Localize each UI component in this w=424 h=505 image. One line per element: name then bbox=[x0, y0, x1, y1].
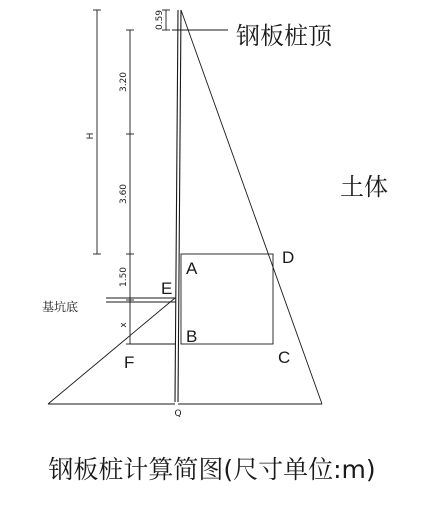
point-c-label: C bbox=[278, 348, 291, 367]
top-offset-dimension bbox=[155, 10, 170, 30]
active-pressure-line bbox=[181, 10, 322, 404]
point-b-label: B bbox=[186, 327, 198, 346]
diagram-caption: 钢板桩计算简图(尺寸单位:m) bbox=[48, 455, 376, 484]
point-d-label: D bbox=[282, 248, 295, 267]
point-f-label: F bbox=[124, 353, 135, 372]
depth-dimension bbox=[119, 30, 134, 344]
unknown-depth-label: x bbox=[119, 322, 129, 328]
point-e-label: E bbox=[161, 279, 173, 298]
pile-top-label: 钢板桩顶 bbox=[236, 22, 332, 50]
segment-label-1: 3.20 bbox=[119, 71, 129, 93]
height-label: H bbox=[86, 132, 96, 140]
sheet-pile bbox=[175, 10, 181, 402]
soil-label: 土体 bbox=[340, 173, 388, 201]
segment-label-3: 1.50 bbox=[119, 266, 129, 288]
top-offset-label: 0.59 bbox=[155, 9, 165, 31]
segment-label-2: 3.60 bbox=[119, 183, 129, 205]
height-dimension bbox=[86, 10, 101, 254]
sheet-pile-left-edge bbox=[175, 10, 178, 402]
pit-bottom-label: 基坑底 bbox=[42, 300, 79, 314]
point-a-label: A bbox=[186, 259, 198, 278]
pivot-label: Q bbox=[174, 409, 182, 419]
